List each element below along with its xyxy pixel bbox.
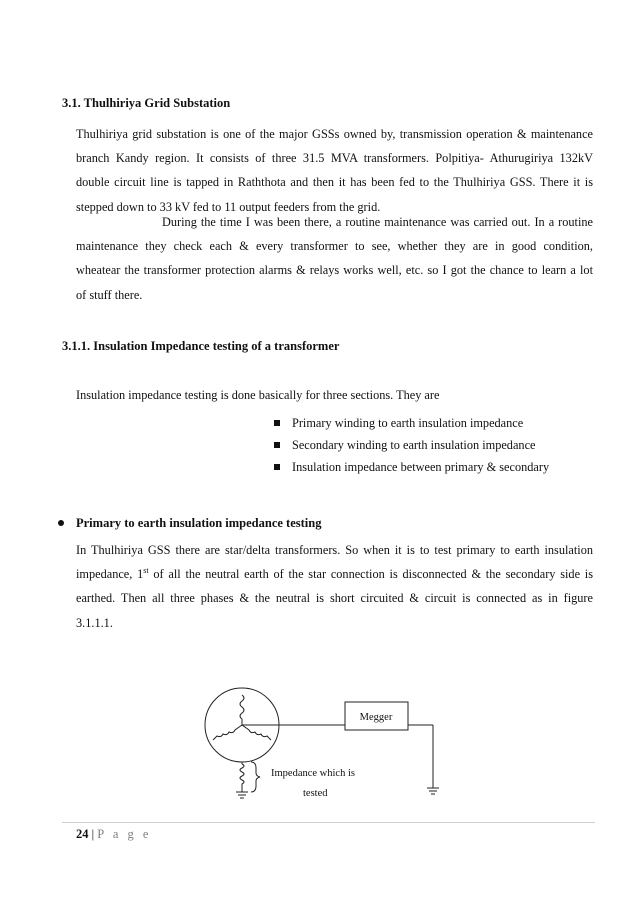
subsection-heading: 3.1.1. Insulation Impedance testing of a transformer — [62, 339, 340, 353]
text-line: 3.1.1.1. — [76, 615, 113, 630]
square-bullet-icon — [274, 442, 280, 448]
footer-separator: | — [91, 827, 95, 841]
bullet-list — [274, 412, 549, 478]
star-winding-top — [240, 695, 244, 725]
footer-rule — [62, 822, 595, 823]
text-line: earthed. Then all three phases & the neutral is short circuited & circuit is connected as in figure — [76, 591, 593, 606]
page-footer — [76, 827, 151, 842]
text-line: of stuff there. — [76, 287, 143, 302]
paragraph-3 — [76, 538, 593, 635]
section-heading: 3.1. Thulhiriya Grid Substation — [62, 96, 231, 110]
round-bullet-icon — [58, 520, 64, 526]
megger-label: Megger — [359, 712, 393, 723]
text-line: stepped down to 33 kV fed to 11 output feeders from the grid. — [76, 199, 381, 214]
text-line: branch Kandy region. It consists of three 31.5 MVA transformers. Polpitiya- Athurugiriya 132kV — [76, 151, 593, 166]
circuit-figure — [195, 650, 455, 805]
paragraph-1 — [76, 122, 593, 219]
impedance-label: Impedance which is — [271, 768, 355, 779]
list-item: Primary winding to earth insulation impedance — [274, 412, 549, 434]
text-line: wheatear the transformer protection alarms & relays works well, etc. so I got the chance to learn a lot — [76, 263, 593, 278]
list-item: Secondary winding to earth insulation impedance — [274, 434, 549, 456]
star-winding-left — [213, 725, 242, 740]
impedance-coil — [240, 764, 244, 792]
text-line: In Thulhiriya GSS there are star/delta transformers. So when it is to test primary to earth insulation — [76, 543, 593, 557]
list-item: Insulation impedance between primary & secondary — [274, 456, 549, 478]
text-line: impedance, 1st of all the neutral earth of the star connection is disconnected & the secondary side is — [76, 566, 593, 582]
text-line: maintenance they check each & every transformer to see, whether they are in good condition, — [76, 239, 593, 254]
text-line: double circuit line is tapped in Raththota and then it has been fed to the Thulhiriya GSS. There it is — [76, 175, 593, 190]
primary-test-heading: Primary to earth insulation impedance testing — [58, 516, 321, 531]
square-bullet-icon — [274, 420, 280, 426]
brace — [251, 762, 260, 792]
star-winding-right — [242, 725, 271, 740]
square-bullet-icon — [274, 464, 280, 470]
text-line: Thulhiriya grid substation is one of the major GSSs owned by, transmission operation & maintenance — [76, 127, 593, 141]
paragraph-2 — [76, 210, 593, 307]
impedance-label: tested — [303, 788, 328, 799]
page-number: 24 — [76, 827, 89, 841]
page-label: P a g e — [97, 827, 152, 841]
subsection-intro: Insulation impedance testing is done basically for three sections. They are — [76, 388, 440, 402]
text-line: During the time I was been there, a routine maintenance was carried out. In a routine — [162, 215, 593, 229]
